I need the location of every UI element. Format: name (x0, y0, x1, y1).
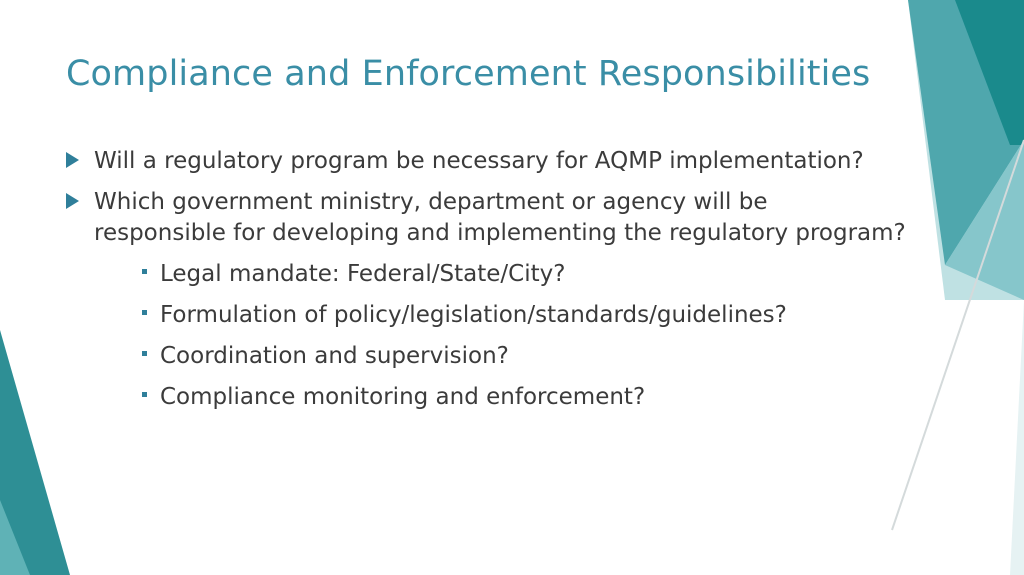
sub-bullet-item (142, 382, 982, 413)
sub-bullet-item (142, 300, 982, 331)
bullet-item (66, 146, 906, 177)
square-bullet-icon (142, 351, 147, 356)
sub-bullet-text: Coordination and supervision? (160, 343, 509, 369)
sub-bullet-text: Formulation of policy/legislation/standards/guidelines? (160, 302, 787, 328)
bullet-item (66, 187, 906, 249)
square-bullet-icon (142, 269, 147, 274)
sub-bullet-text: Legal mandate: Federal/State/City? (160, 261, 566, 287)
sub-bullet-item (142, 341, 982, 372)
sub-bullet-item (142, 259, 982, 290)
bullet-list (66, 146, 906, 423)
sub-bullet-list (142, 259, 982, 413)
sub-bullet-group (66, 259, 906, 413)
square-bullet-icon (142, 310, 147, 315)
triangle-bullet-icon (66, 152, 79, 168)
bullet-text: Which government ministry, department or agency will be responsible for developing and implementing the regulatory program? (94, 189, 906, 246)
sub-bullet-text: Compliance monitoring and enforcement? (160, 384, 646, 410)
bullet-text: Will a regulatory program be necessary for AQMP implementation? (94, 148, 864, 174)
triangle-bullet-icon (66, 193, 79, 209)
square-bullet-icon (142, 392, 147, 397)
slide-title: Compliance and Enforcement Responsibilities (66, 54, 871, 94)
